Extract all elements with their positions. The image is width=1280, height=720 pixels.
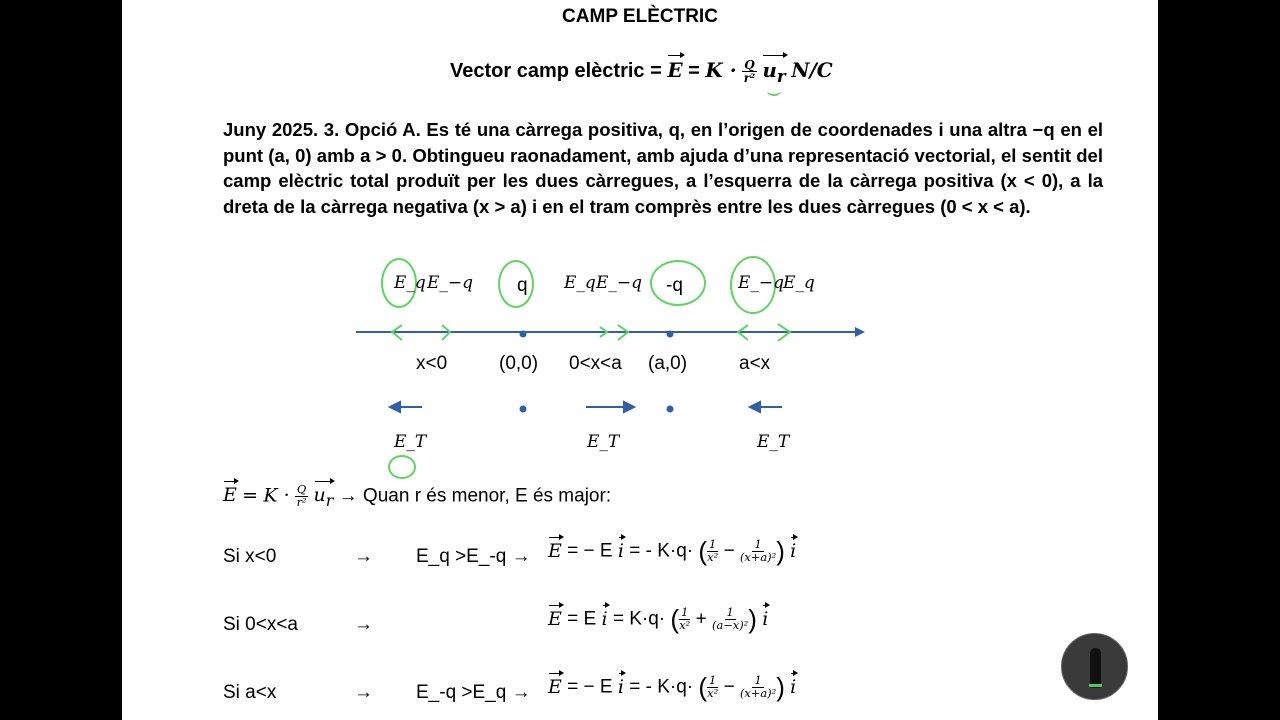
label-E-minus-q: E_−q xyxy=(427,273,474,293)
page-title: CAMP ELÈCTRIC xyxy=(562,6,718,27)
sign: − xyxy=(723,676,735,698)
formula-rhs: = K·q· xyxy=(612,608,666,630)
label-charge-q: q xyxy=(517,275,528,296)
label-Eq: E_q xyxy=(564,273,596,293)
region-label: a<x xyxy=(739,353,771,374)
field-formula xyxy=(450,58,833,86)
pen-color-indicator xyxy=(1089,684,1102,687)
case-formula: E = − E i = - K·q· ( $\frac{1}{\text{x²}}$ − $\frac{1}{\text{(x+a)²}}$ ) i xyxy=(548,536,797,566)
constant-K: K · xyxy=(705,58,737,82)
units: N/C xyxy=(791,58,833,82)
label-total-field: E_T xyxy=(587,432,620,452)
rule-line xyxy=(223,484,611,510)
formula-lhs: = E xyxy=(567,608,597,630)
formula-rhs: = - K·q· xyxy=(629,540,694,562)
case-condition: Si x<0 xyxy=(223,546,277,567)
sign: + xyxy=(695,608,707,630)
ink-circle xyxy=(388,455,416,479)
problem-statement: Juny 2025. 3. Opció A. Es té una càrrega positiva, q, en l’origen de coordenades i una altra −q en el punt (a, 0) amb a > 0. Obtingueu raonadament, amb ajuda d’una representació vectorial, el sentit del camp elèctric total produït per les dues càrregues, a l’esquerra de la càrrega positiva (x < 0), a la dreta de la càrrega negativa (x > a) i en el tram comprès entre les dues càrregues (0 < x < a). xyxy=(223,119,1103,217)
unit-i: i xyxy=(617,539,624,562)
label-E-minus-q: E_−q xyxy=(738,273,785,293)
case-formula: E = − E i = - K·q· ( $\frac{1}{\text{x²}}$ − $\frac{1}{\text{(x+a)²}}$ ) i xyxy=(548,672,797,702)
slide-page xyxy=(122,0,1158,720)
r-sub: r xyxy=(325,491,334,511)
u: u xyxy=(762,58,777,82)
unit-i: i xyxy=(790,675,797,698)
fraction xyxy=(295,484,308,509)
arrow-icon: → xyxy=(354,546,373,567)
u: u xyxy=(313,484,326,507)
vector-E: E xyxy=(223,484,237,507)
arrow-icon: → xyxy=(354,682,373,703)
pen-tool-button[interactable] xyxy=(1061,633,1128,700)
case-formula: E = E i = K·q· ( $\frac{1}{\text{x²}}$ + $\frac{1}{\text{(a−x)²}}$ ) i xyxy=(548,604,769,634)
rule-text: → Quan r és menor, E és major: xyxy=(338,485,612,507)
formula-lhs: = − E xyxy=(567,676,613,698)
sign: − xyxy=(723,540,735,562)
numerator: Q xyxy=(744,57,755,72)
charge-minus-q-point xyxy=(667,331,674,338)
denominator: r² xyxy=(296,494,307,509)
case-condition: Si 0<x<a xyxy=(223,614,298,635)
vector-E: E xyxy=(548,539,562,562)
axis-arrow-icon xyxy=(855,327,865,337)
r-sub: r xyxy=(776,66,786,86)
vector-E: E xyxy=(548,607,562,630)
vector-E: E xyxy=(667,58,683,82)
arrow-icon: → xyxy=(354,614,373,635)
label-Eq: E_q xyxy=(394,273,426,293)
equals: = xyxy=(688,60,700,82)
charge-q-point xyxy=(520,331,527,338)
formula-lhs: = − E xyxy=(567,540,613,562)
point-dot xyxy=(520,406,527,413)
equals: = xyxy=(242,484,259,507)
region-label: (a,0) xyxy=(648,353,688,374)
unit-i: i xyxy=(762,607,769,630)
unit-vector xyxy=(314,484,334,510)
denominator: r² xyxy=(743,71,756,86)
denominator: (x+a)² xyxy=(739,686,777,700)
vector-E: E xyxy=(548,675,562,698)
unit-i: i xyxy=(601,607,608,630)
region-label: 0<x<a xyxy=(569,353,622,374)
label-Eq: E_q xyxy=(783,273,815,293)
point-dot xyxy=(667,406,674,413)
formula-label: Vector camp elèctric = xyxy=(450,60,662,82)
formula-rhs: = - K·q· xyxy=(629,676,694,698)
region-label: x<0 xyxy=(416,353,448,374)
case-condition: Si a<x xyxy=(223,682,277,703)
denominator: (x+a)² xyxy=(739,550,777,564)
ink-circle xyxy=(498,260,534,308)
label-total-field: E_T xyxy=(757,432,790,452)
constant-K: K · xyxy=(263,484,290,507)
unit-i: i xyxy=(617,675,624,698)
unit-i: i xyxy=(790,539,797,562)
unit-vector xyxy=(762,58,785,86)
pen-icon xyxy=(1090,648,1101,688)
region-label: (0,0) xyxy=(499,353,539,374)
label-total-field: E_T xyxy=(394,432,427,452)
fraction xyxy=(742,59,756,85)
label-charge-minus-q: -q xyxy=(666,275,683,296)
case-comparison: E_q >E_-q → xyxy=(416,546,531,567)
denominator: (a−x)² xyxy=(712,618,749,632)
case-comparison: E_-q >E_q → xyxy=(416,682,531,703)
numerator: Q xyxy=(296,482,307,496)
label-E-minus-q: E_−q xyxy=(596,273,643,293)
ink-mark xyxy=(767,86,781,96)
